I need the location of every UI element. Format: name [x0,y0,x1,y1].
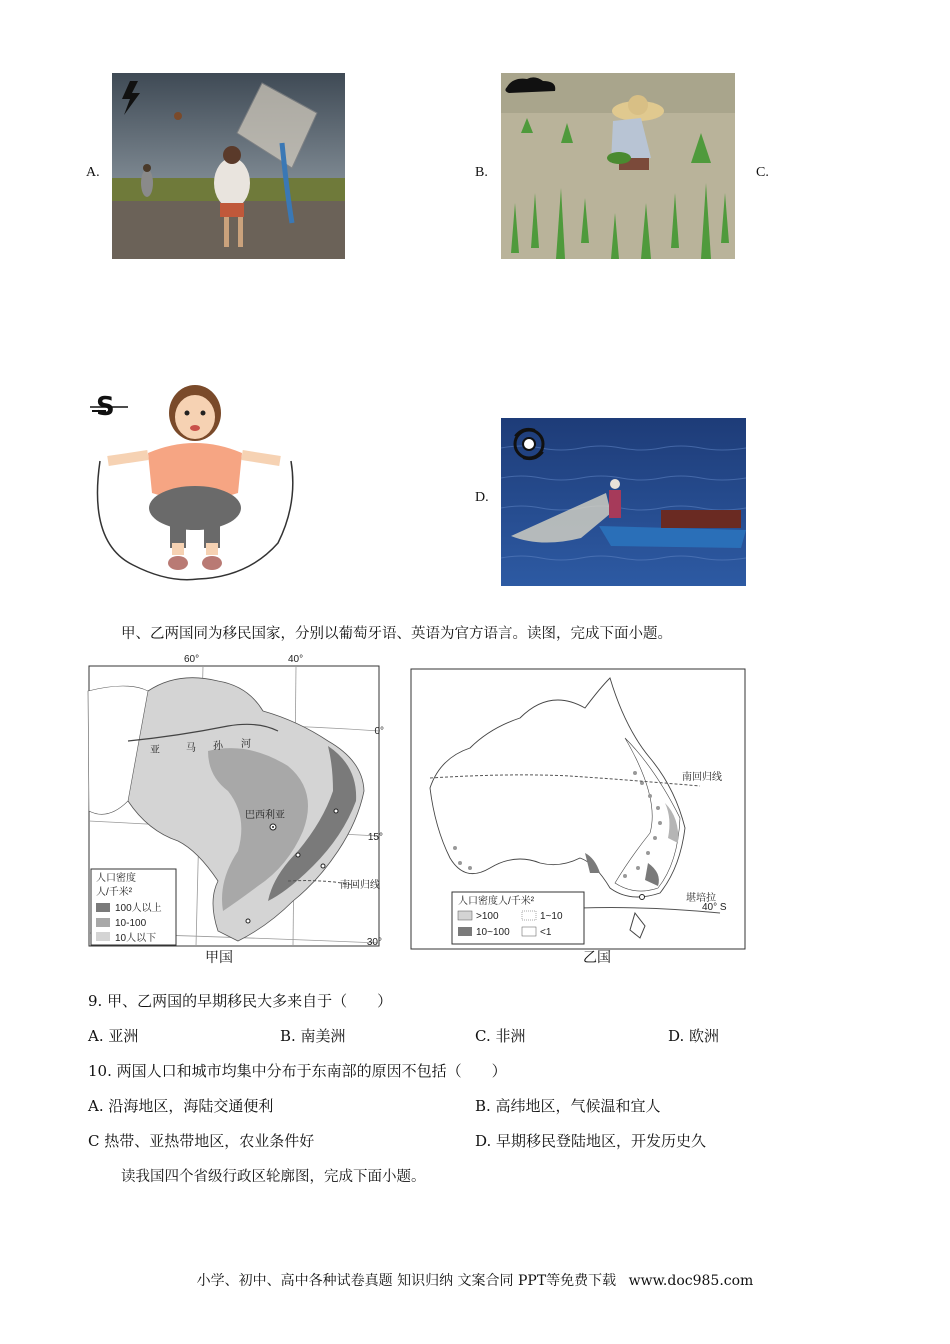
legend-yi-4: <1 [540,927,552,938]
photo-basketball [112,73,345,259]
footer-link[interactable]: www.doc985.com [628,1273,754,1289]
q9-option-d[interactable]: D. 欧洲 [668,1027,720,1045]
lat-label-yi: 40° S [702,902,727,913]
option-b-label: B. [475,165,488,180]
caption-jia: 甲国 [205,950,233,966]
q10-option-a[interactable]: A. 沿海地区，海陆交通便利 [88,1097,274,1115]
photo-rice-planting [501,73,735,259]
legend-title: 人口密度 [96,873,136,884]
option-d-label: D. [475,490,489,505]
q9-option-b[interactable]: B. 南美洲 [280,1027,346,1045]
q10-option-c[interactable]: C 热带、亚热带地区，农业条件好 [88,1132,315,1150]
lat-30: 30° [366,937,382,948]
q9-option-a[interactable]: A. 亚洲 [88,1027,139,1045]
tropic-label-yi: 南回归线 [682,772,722,783]
option-c-label: C. [756,165,769,180]
footer-text: 小学、初中、高中各种试卷真题 知识归纳 文案合同 PPT等免费下载 [196,1273,617,1289]
legend-yi-2: 1~10 [540,911,563,922]
legend-item-3: 10人以下 [115,933,157,944]
lon-40: 40° [288,654,304,665]
option-a-label: A. [86,165,100,180]
q10-option-b[interactable]: B. 高纬地区，气候温和宜人 [475,1097,661,1115]
city-label: 堪培拉 [686,893,716,904]
legend-yi-1: >100 [476,911,499,922]
river-char-1: 亚 [150,745,160,756]
q10-stem: 10. 两国人口和城市均集中分布于东南部的原因不包括（ ） [88,1062,507,1080]
q10-option-d[interactable]: D. 早期移民登陆地区，开发历史久 [475,1132,707,1150]
next-intro: 读我国四个省级行政区轮廓图，完成下面小题。 [121,1169,426,1185]
tropic-label: 南回归线 [340,880,380,891]
lat-0: 0° [374,726,384,737]
snow-wind-icon: S [96,392,115,422]
river-char-2: 马 [186,743,196,754]
legend-title-yi: 人口密度人/千米² [458,896,535,907]
river-char-3: 孙 [213,741,223,752]
intro-text: 甲、乙两国同为移民国家，分别以葡萄牙语、英语为官方语言。读图，完成下面小题。 [121,626,672,642]
capital-label: 巴西利亚 [245,810,285,821]
lon-60: 60° [184,654,200,665]
river-char-4: 河 [241,739,251,750]
legend-item-2: 10-100 [115,918,147,929]
cartoon-jump-rope [88,383,303,588]
legend-unit: 人/千米² [96,887,133,898]
legend-item-1: 100人以上 [115,903,162,914]
q9-option-c[interactable]: C. 非洲 [475,1027,526,1045]
lat-15: 15° [367,832,383,843]
legend-yi-3: 10~100 [476,927,510,938]
caption-yi: 乙国 [583,950,611,966]
map-jia [88,651,382,951]
page-footer [0,1270,950,1290]
q9-stem: 9. 甲、乙两国的早期移民大多来自于（ ） [88,992,393,1010]
map-yi [410,668,746,950]
photo-fishing-boat [501,418,746,586]
